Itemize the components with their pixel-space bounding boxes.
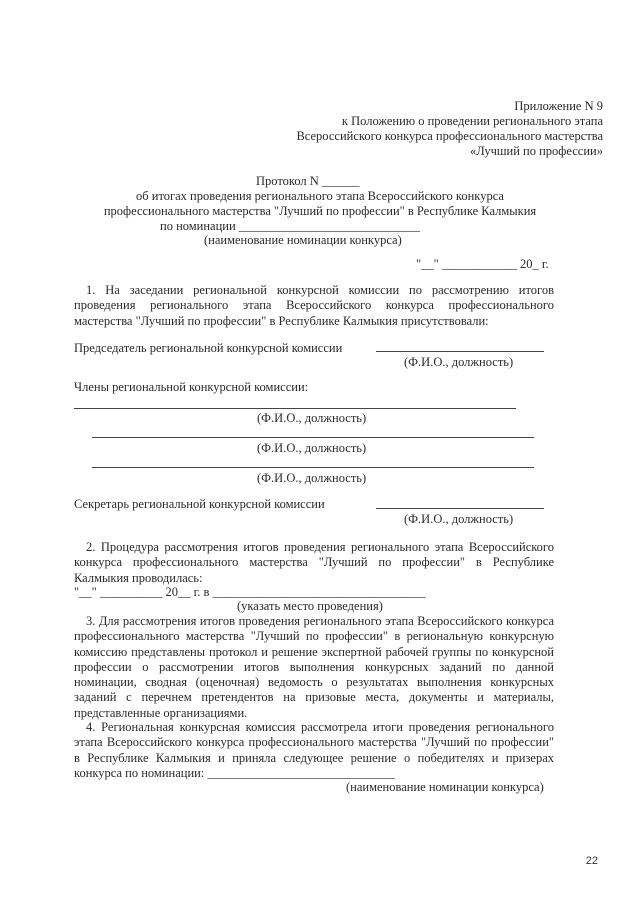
section-2-date-place: "__" __________ 20__ г. в __________________________________ [74,585,426,599]
member-caption-3: (Ф.И.О., должность) [257,471,367,485]
section-4 [74,720,554,781]
chairman-label: Председатель региональной конкурсной комиссии [74,341,343,355]
section-1 [74,283,554,329]
members-label: Члены региональной конкурсной комиссии: [74,380,309,394]
section-4-caption: (наименование номинации конкурса) [346,780,544,794]
protocol-subtitle-2: профессионального мастерства "Лучший по профессии" в Республике Калмыкия [103,204,537,218]
appendix-number: Приложение N 9 [514,99,603,113]
member-line-1 [74,408,516,409]
protocol-nomination: по номинации _____________________________ [160,219,421,233]
appendix-reference-title: «Лучший по профессии» [469,144,603,158]
member-line-3 [92,467,534,468]
section-4-text: 4. Региональная конкурсная комиссия рассмотрела итоги проведения регионального этапа Всероссийского конкурса профессионального мастерства "Лучший по профессии" в Республике Калмыкия и приняла следующее решение о победителях и призерах конкурса по номинации: ______________________________ [74,720,554,780]
section-2-caption: (указать место проведения) [237,599,383,613]
section-3-text: 3. Для рассмотрения итогов проведения регионального этапа Всероссийского конкурса профессионального мастерства "Лучший по профессии" в региональную конкурсную комиссию представлены протокол и решение экспертной рабочей группы по конкурсной профессии о рассмотрении итогов выполнения конкурсных заданий по данной номинации, сводная (оценочная) ведомость о результатах выполнения конкурсных заданий с перечнем претендентов на призовые места, документы и материалы, представленные организациями. [74,614,554,720]
section-2-text: 2. Процедура рассмотрения итогов проведения регионального этапа Всероссийского конкурса профессионального мастерства "Лучший по профессии" в Республике Калмыкия проводилась: [74,540,554,585]
secretary-caption: (Ф.И.О., должность) [404,512,514,526]
appendix-reference: к Положению о проведении регионального этапа [341,114,603,128]
protocol-date: "__" ____________ 20_ г. [416,257,549,271]
appendix-reference-contest: Всероссийского конкурса профессионального мастерства [296,129,603,143]
page-number: 22 [585,855,598,867]
member-caption-2: (Ф.И.О., должность) [257,441,367,455]
section-1-text: 1. На заседании региональной конкурсной комиссии по рассмотрению итогов проведения регионального этапа Всероссийского конкурса профессионального мастерства "Лучший по профессии" в Республике Калмыкия присутствовали: [74,283,554,328]
chairman-caption: (Ф.И.О., должность) [404,355,514,369]
section-2 [74,540,554,586]
member-line-2 [92,437,534,438]
chairman-signature-line [376,351,544,352]
protocol-title: Протокол N ______ [256,174,360,188]
protocol-subtitle-1: об итогах проведения регионального этапа Всероссийского конкурса [136,189,504,203]
member-caption-1: (Ф.И.О., должность) [257,411,367,425]
secretary-signature-line [376,508,544,509]
secretary-label: Секретарь региональной конкурсной комиссии [74,497,325,511]
nomination-caption: (наименование номинации конкурса) [204,233,402,247]
section-3 [74,614,554,721]
